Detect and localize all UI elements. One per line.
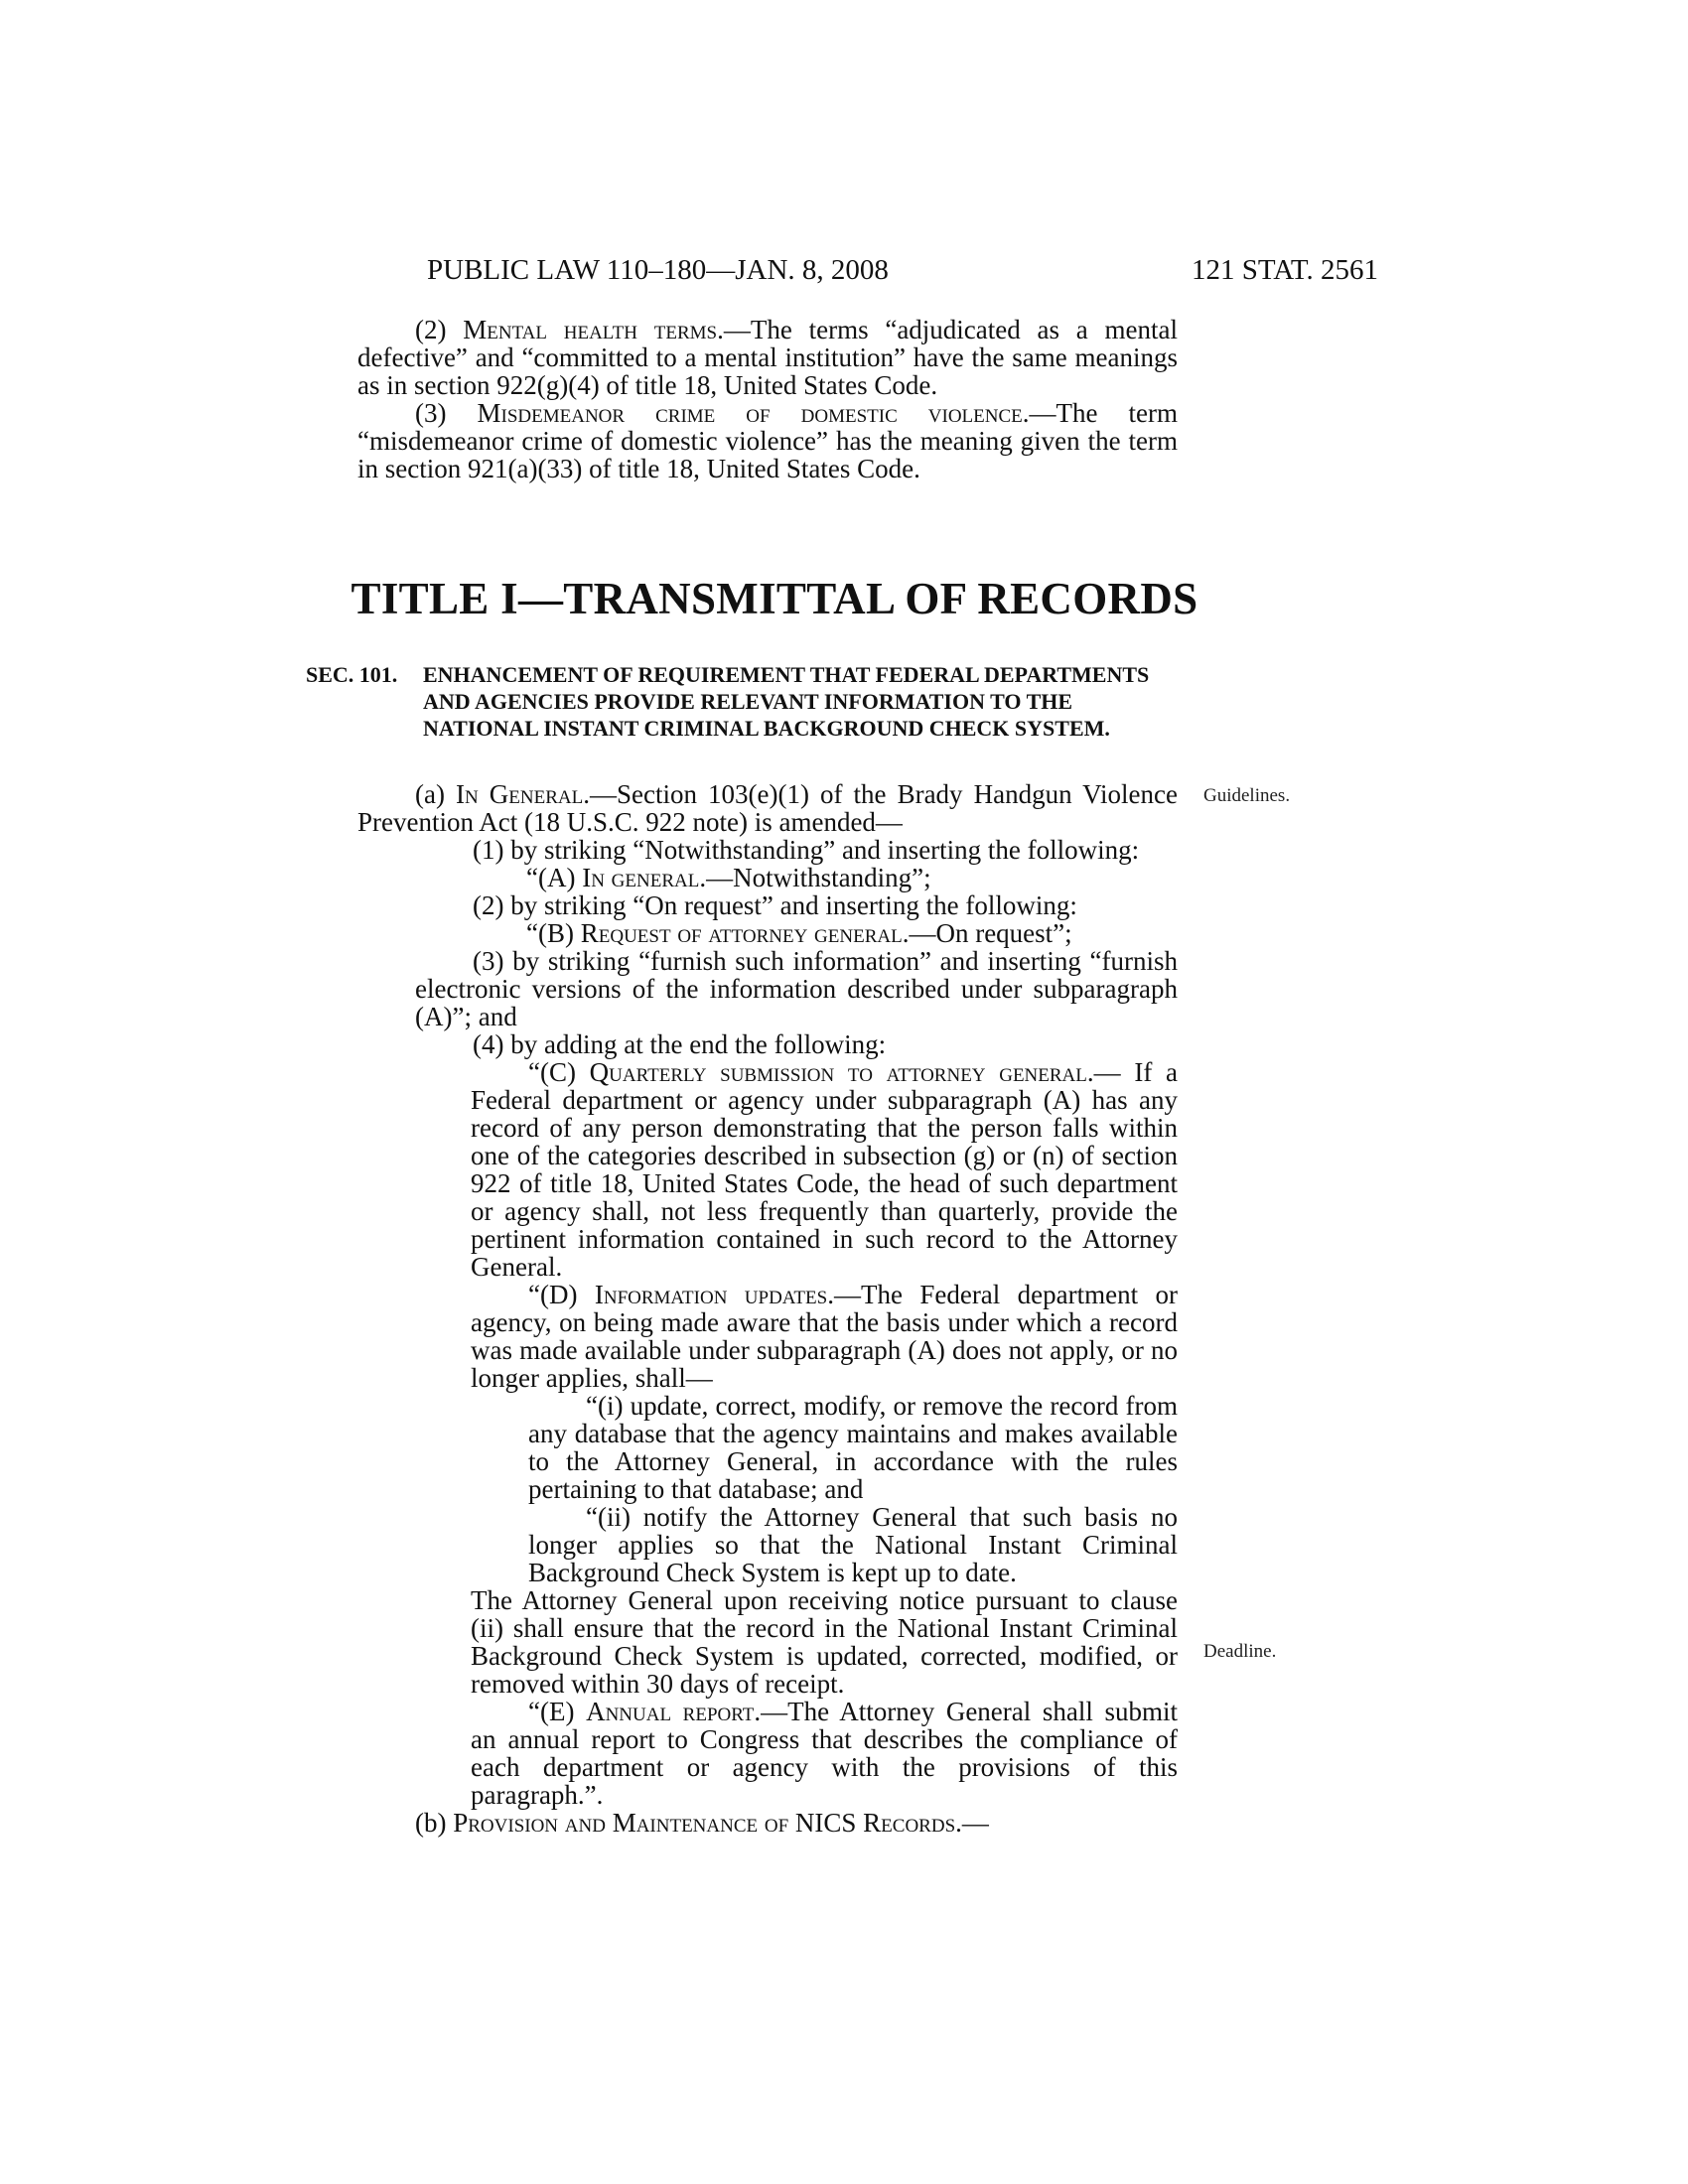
quote-c: “(C) Quarterly submission to attorney general.— If a Federal department or agency under subparagraph (A) has any record of any person demonstrating that the person falls within one of the categories described in subsection (g) or (n) of section 922 of title 18, United States Code, the head of such department or agency shall, not less frequently than quarterly, provide the pertinent information contained in such record to the Attorney General. bbox=[471, 1057, 1178, 1282]
amendment-2: (2) by striking “On request” and inserting the following: bbox=[473, 890, 1077, 920]
running-header bbox=[427, 250, 1378, 290]
definition-mental-health-terms: (2) Mental health terms.—The terms “adjudicated as a mental defective” and “committed to a mental institution” have the same meanings as in section 922(g)(4) of title 18, United States Code. bbox=[357, 315, 1178, 400]
quote-a: “(A) In general.—Notwithstanding”; bbox=[526, 863, 931, 892]
section-heading-text: ENHANCEMENT OF REQUIREMENT THAT FEDERAL DEPARTMENTS AND AGENCIES PROVIDE RELEVANT INFORMATION TO THE NATIONAL INSTANT CRIMINAL BACKGROUND CHECK SYSTEM. bbox=[423, 662, 1150, 741]
quote-b: “(B) Request of attorney general.—On request”; bbox=[526, 918, 1072, 948]
definitions-block bbox=[357, 316, 1178, 482]
definition-misdemeanor-crime: (3) Misdemeanor crime of domestic violence.—The term “misdemeanor crime of domestic violence” has the meaning given the term in section 921(a)(33) of title 18, United States Code. bbox=[357, 398, 1178, 483]
margin-note-guidelines: Guidelines. bbox=[1203, 785, 1291, 806]
deadline-paragraph: The Attorney General upon receiving notice pursuant to clause (ii) shall ensure that the record in the National Instant Criminal Background Check System is updated, corrected, modified, or removed within 30 days of receipt. bbox=[471, 1585, 1178, 1699]
subsection-a: (a) In General.—Section 103(e)(1) of the Brady Handgun Violence Prevention Act (18 U.S.C. 922 note) is amended— bbox=[357, 779, 1178, 837]
clause-ii: “(ii) notify the Attorney General that such basis no longer applies so that the National Instant Criminal Background Check System is kept up to date. bbox=[528, 1502, 1178, 1587]
quote-e: “(E) Annual report.—The Attorney General shall submit an annual report to Congress that describes the compliance of each department or agency with the provisions of this paragraph.”. bbox=[471, 1697, 1178, 1810]
section-heading bbox=[306, 661, 1180, 742]
margin-note-deadline: Deadline. bbox=[1203, 1641, 1277, 1662]
quote-d: “(D) Information updates.—The Federal department or agency, on being made aware that the basis under which a record was made available under subparagraph (A) does not apply, or no longer applies, shall— bbox=[471, 1280, 1178, 1393]
amendment-4: (4) by adding at the end the following: bbox=[473, 1029, 887, 1059]
section-number: SEC. 101. bbox=[306, 662, 398, 687]
section-body bbox=[357, 780, 1178, 1837]
header-citation: PUBLIC LAW 110–180—JAN. 8, 2008 bbox=[427, 254, 889, 286]
clause-i: “(i) update, correct, modify, or remove the record from any database that the agency maintains and makes available to the Attorney General, in accordance with the rules pertaining to that database; and bbox=[528, 1391, 1178, 1504]
header-stat-page: 121 STAT. 2561 bbox=[1191, 254, 1378, 286]
amendment-3: (3) by striking “furnish such information” and inserting “furnish electronic versions of the information described under subparagraph (A)”; and bbox=[415, 946, 1178, 1031]
subsection-b: (b) Provision and Maintenance of NICS Records.— bbox=[415, 1808, 989, 1838]
amendment-1: (1) by striking “Notwithstanding” and inserting the following: bbox=[473, 835, 1140, 865]
title-heading: TITLE I—TRANSMITTAL OF RECORDS bbox=[351, 574, 1198, 623]
